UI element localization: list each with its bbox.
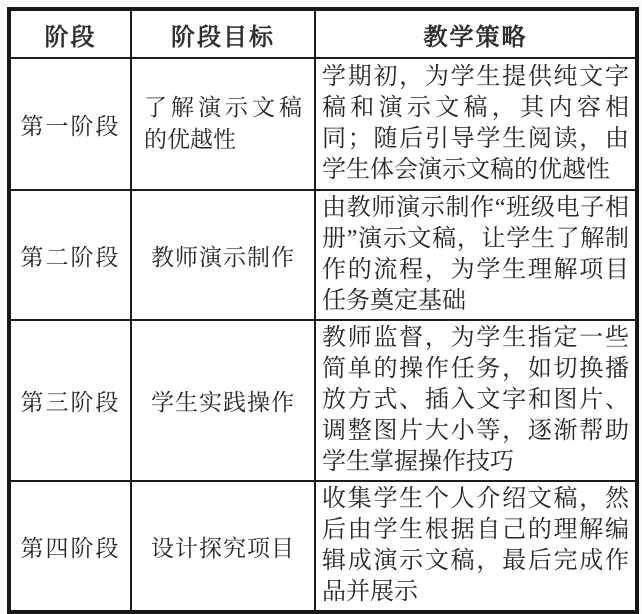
goal-cell: 教师演示制作 xyxy=(131,190,315,320)
teaching-stages-table xyxy=(7,7,639,614)
table-row xyxy=(9,58,637,190)
stage-cell: 第一阶段 xyxy=(9,58,131,190)
header-cell-stage: 阶段 xyxy=(9,9,131,58)
goal-cell: 学生实践操作 xyxy=(131,320,315,481)
strategy-cell: 由教师演示制作“班级电子相册”演示文稿，让学生了解制作的流程，为学生理解项目任务奠定基础 xyxy=(315,190,637,320)
goal-cell: 了解演示文稿的优越性 xyxy=(131,58,315,190)
table-row xyxy=(9,481,637,612)
goal-cell: 设计探究项目 xyxy=(131,481,315,612)
strategy-cell: 学期初，为学生提供纯文字稿和演示文稿，其内容相同；随后引导学生阅读，由学生体会演示文稿的优越性 xyxy=(315,58,637,190)
stage-cell: 第三阶段 xyxy=(9,320,131,481)
table-row xyxy=(9,320,637,481)
header-cell-goal: 阶段目标 xyxy=(131,9,315,58)
table-row xyxy=(9,190,637,320)
stage-cell: 第二阶段 xyxy=(9,190,131,320)
stage-cell: 第四阶段 xyxy=(9,481,131,612)
header-cell-strategy: 教学策略 xyxy=(315,9,637,58)
header-row xyxy=(9,9,637,58)
strategy-cell: 教师监督，为学生指定一些简单的操作任务，如切换播放方式、插入文字和图片、调整图片大小等，逐渐帮助学生掌握操作技巧 xyxy=(315,320,637,481)
strategy-cell: 收集学生个人介绍文稿，然后由学生根据自己的理解编辑成演示文稿，最后完成作品并展示 xyxy=(315,481,637,612)
